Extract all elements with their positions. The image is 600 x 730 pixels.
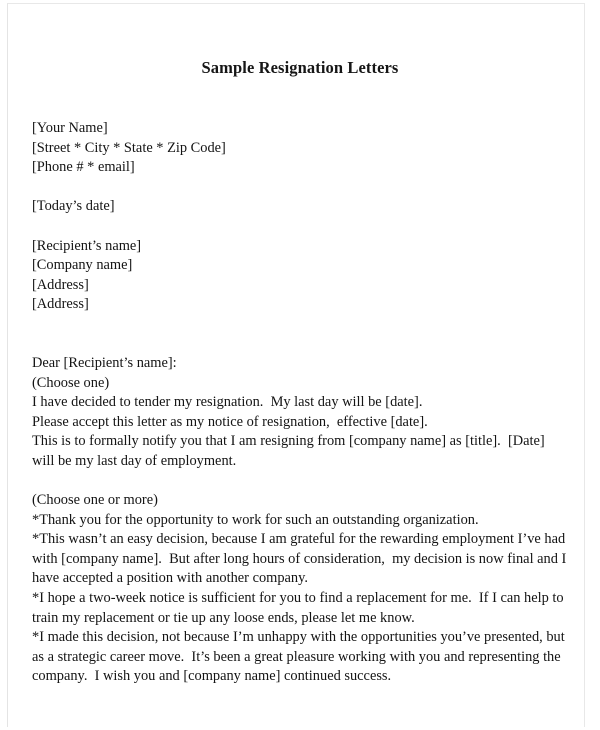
choose-more-heading: (Choose one or more): [32, 492, 158, 509]
choose-more-option-3: *I hope a two-week notice is sufficient for you to find a replacement for me. If I can help to train my replacement or tie up any loose ends, please let me know.: [32, 590, 568, 626]
salutation-and-choose-one-block: [32, 354, 568, 472]
choose-one-option-2: Please accept this letter as my notice of resignation, effective [date].: [32, 413, 428, 430]
salutation-line: Dear [Recipient’s name]:: [32, 354, 177, 371]
choose-more-option-1: *Thank you for the opportunity to work for such an outstanding organization.: [32, 511, 479, 528]
choose-one-or-more-block: [32, 491, 568, 687]
sender-name-line: [Your Name]: [32, 120, 108, 136]
date-block: [32, 197, 568, 217]
choose-more-option-4: *I made this decision, not because I’m unhappy with the opportunities you’ve presented, but as a strategic career move. It’s been a great pleasure working with you and representing the company. I wish you and [company name] continued success.: [32, 629, 569, 685]
recipient-company-line: [Company name]: [32, 257, 133, 274]
date-line: [Today’s date]: [32, 198, 115, 215]
choose-more-option-2: *This wasn’t an easy decision, because I am grateful for the rewarding employment I’ve had with [company name]. But after long hours of consideration, my decision is now final and I have accepted a position with another company.: [32, 531, 570, 587]
choose-one-heading: (Choose one): [32, 374, 110, 391]
recipient-address-block: [32, 237, 568, 315]
sender-address-block: [32, 119, 568, 178]
page-title: Sample Resignation Letters: [201, 58, 399, 77]
sender-street-line: [Street * City * State * Zip Code]: [32, 139, 226, 156]
recipient-name-line: [Recipient’s name]: [32, 237, 142, 254]
letter-body: [32, 0, 568, 687]
choose-one-option-1: I have decided to tender my resignation. My last day will be [date].: [32, 394, 423, 411]
sender-contact-line: [Phone # * email]: [32, 159, 135, 176]
choose-one-option-3: This is to formally notify you that I am resigning from [company name] as [title]. [Date] will be my last day of employment.: [32, 433, 549, 469]
recipient-address-line-2: [Address]: [32, 296, 89, 313]
recipient-address-line-1: [Address]: [32, 276, 89, 293]
